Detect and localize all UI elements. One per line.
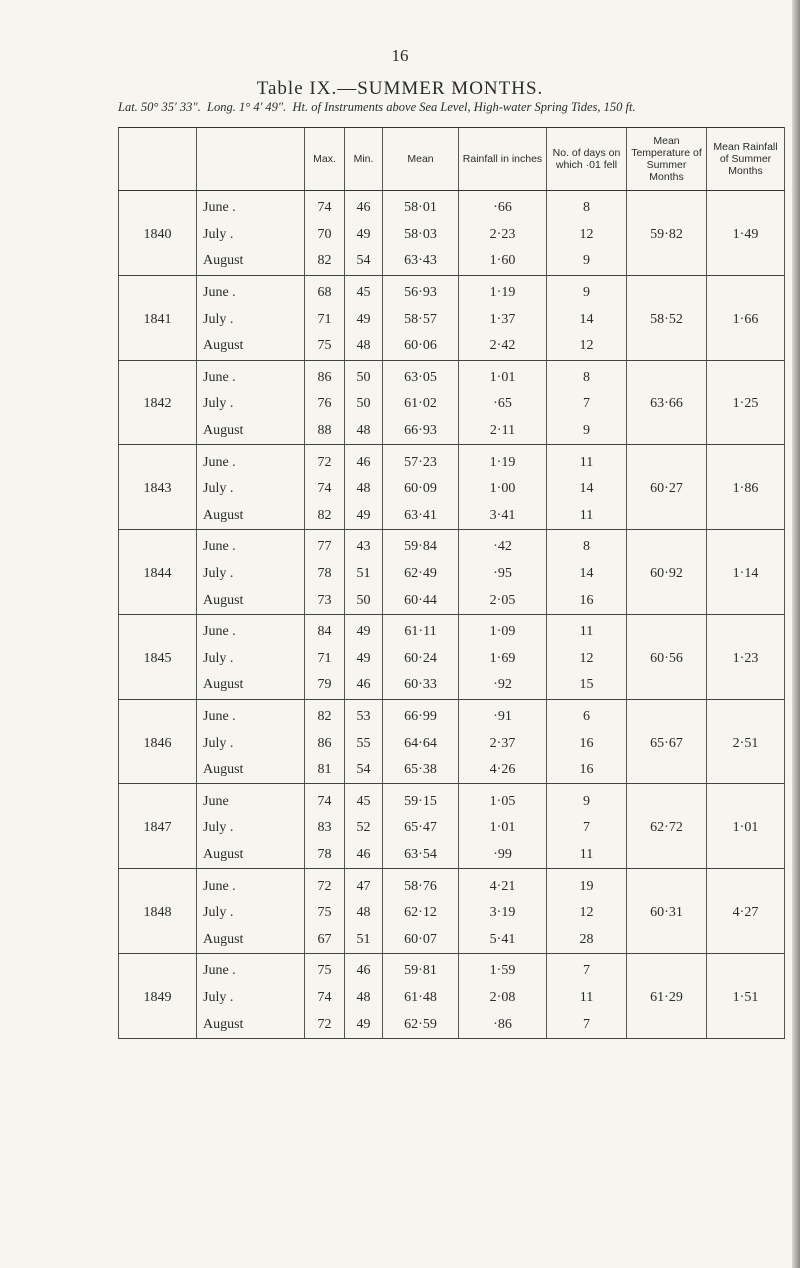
max-cell: 74 xyxy=(305,476,345,503)
mean-temperature-cell: 61·29 xyxy=(627,954,707,1039)
year-cell: 1843 xyxy=(119,445,197,530)
month-cell: August xyxy=(197,672,305,699)
rainfall-cell: ·42 xyxy=(459,530,547,561)
table-row xyxy=(119,360,785,391)
mean-cell: 60·07 xyxy=(383,926,459,953)
rainfall-cell: 1·59 xyxy=(459,954,547,985)
mean-cell: 60·09 xyxy=(383,476,459,503)
days-cell: 15 xyxy=(547,672,627,699)
rainfall-cell: 5·41 xyxy=(459,926,547,953)
min-cell: 47 xyxy=(345,869,383,900)
days-cell: 16 xyxy=(547,587,627,614)
mean-cell: 56·93 xyxy=(383,275,459,306)
days-cell: 9 xyxy=(547,418,627,445)
mean-temperature-cell: 60·27 xyxy=(627,445,707,530)
days-cell: 7 xyxy=(547,815,627,842)
month-cell: July . xyxy=(197,306,305,333)
month-cell: June . xyxy=(197,530,305,561)
page-edge xyxy=(792,0,800,1268)
instrument-height: Ht. of Instruments above Sea Level, High-water Spring Tides, 150 ft. xyxy=(292,100,636,114)
rainfall-cell: ·95 xyxy=(459,561,547,588)
header-mean-rainfall: Mean Rainfall of Summer Months xyxy=(707,128,785,191)
year-cell: 1841 xyxy=(119,275,197,360)
max-cell: 78 xyxy=(305,842,345,869)
min-cell: 45 xyxy=(345,784,383,815)
mean-temperature-cell: 58·52 xyxy=(627,275,707,360)
header-min: Min. xyxy=(345,128,383,191)
min-cell: 46 xyxy=(345,191,383,222)
mean-cell: 63·54 xyxy=(383,842,459,869)
mean-cell: 59·81 xyxy=(383,954,459,985)
max-cell: 72 xyxy=(305,869,345,900)
days-cell: 8 xyxy=(547,530,627,561)
table-row xyxy=(119,614,785,645)
days-cell: 11 xyxy=(547,503,627,530)
mean-rainfall-cell: 1·86 xyxy=(707,445,785,530)
max-cell: 70 xyxy=(305,222,345,249)
table-row xyxy=(119,191,785,222)
max-cell: 67 xyxy=(305,926,345,953)
max-cell: 74 xyxy=(305,784,345,815)
rainfall-cell: 1·69 xyxy=(459,646,547,673)
month-cell: June . xyxy=(197,275,305,306)
days-cell: 11 xyxy=(547,842,627,869)
mean-cell: 60·33 xyxy=(383,672,459,699)
max-cell: 86 xyxy=(305,730,345,757)
mean-cell: 58·76 xyxy=(383,869,459,900)
month-cell: August xyxy=(197,757,305,784)
month-cell: June . xyxy=(197,191,305,222)
max-cell: 77 xyxy=(305,530,345,561)
summer-months-table xyxy=(118,127,785,1039)
days-cell: 12 xyxy=(547,222,627,249)
rainfall-cell: 2·11 xyxy=(459,418,547,445)
max-cell: 72 xyxy=(305,445,345,476)
mean-cell: 62·49 xyxy=(383,561,459,588)
days-cell: 9 xyxy=(547,784,627,815)
days-cell: 8 xyxy=(547,191,627,222)
mean-cell: 58·03 xyxy=(383,222,459,249)
days-cell: 7 xyxy=(547,391,627,418)
rainfall-cell: 2·42 xyxy=(459,333,547,360)
min-cell: 48 xyxy=(345,333,383,360)
min-cell: 48 xyxy=(345,418,383,445)
min-cell: 48 xyxy=(345,476,383,503)
min-cell: 48 xyxy=(345,900,383,927)
table-subtitle xyxy=(118,100,788,115)
mean-cell: 59·15 xyxy=(383,784,459,815)
min-cell: 54 xyxy=(345,757,383,784)
month-cell: August xyxy=(197,1011,305,1038)
rainfall-cell: ·91 xyxy=(459,699,547,730)
days-cell: 14 xyxy=(547,306,627,333)
min-cell: 46 xyxy=(345,842,383,869)
year-cell: 1844 xyxy=(119,530,197,615)
month-cell: June . xyxy=(197,869,305,900)
days-cell: 7 xyxy=(547,1011,627,1038)
rainfall-cell: 1·19 xyxy=(459,275,547,306)
mean-temperature-cell: 62·72 xyxy=(627,784,707,869)
max-cell: 84 xyxy=(305,614,345,645)
month-cell: July . xyxy=(197,730,305,757)
max-cell: 75 xyxy=(305,954,345,985)
max-cell: 83 xyxy=(305,815,345,842)
mean-cell: 61·11 xyxy=(383,614,459,645)
header-year xyxy=(119,128,197,191)
rainfall-cell: 2·23 xyxy=(459,222,547,249)
header-month xyxy=(197,128,305,191)
month-cell: July . xyxy=(197,646,305,673)
rainfall-cell: 1·19 xyxy=(459,445,547,476)
mean-cell: 63·41 xyxy=(383,503,459,530)
table-row xyxy=(119,869,785,900)
days-cell: 12 xyxy=(547,646,627,673)
rainfall-cell: 1·09 xyxy=(459,614,547,645)
max-cell: 88 xyxy=(305,418,345,445)
table-row xyxy=(119,445,785,476)
mean-temperature-cell: 60·56 xyxy=(627,614,707,699)
min-cell: 46 xyxy=(345,445,383,476)
min-cell: 46 xyxy=(345,954,383,985)
mean-rainfall-cell: 1·51 xyxy=(707,954,785,1039)
mean-temperature-cell: 59·82 xyxy=(627,191,707,276)
month-cell: July . xyxy=(197,900,305,927)
days-cell: 19 xyxy=(547,869,627,900)
max-cell: 72 xyxy=(305,1011,345,1038)
month-cell: June . xyxy=(197,360,305,391)
mean-cell: 62·12 xyxy=(383,900,459,927)
mean-cell: 59·84 xyxy=(383,530,459,561)
table-row xyxy=(119,954,785,985)
mean-cell: 61·48 xyxy=(383,985,459,1012)
mean-cell: 58·01 xyxy=(383,191,459,222)
days-cell: 9 xyxy=(547,248,627,275)
mean-cell: 62·59 xyxy=(383,1011,459,1038)
max-cell: 76 xyxy=(305,391,345,418)
rainfall-cell: 1·01 xyxy=(459,360,547,391)
mean-rainfall-cell: 1·14 xyxy=(707,530,785,615)
days-cell: 12 xyxy=(547,900,627,927)
min-cell: 50 xyxy=(345,587,383,614)
page-number: 16 xyxy=(391,46,409,65)
mean-temperature-cell: 60·31 xyxy=(627,869,707,954)
year-cell: 1848 xyxy=(119,869,197,954)
max-cell: 74 xyxy=(305,191,345,222)
rainfall-cell: 4·26 xyxy=(459,757,547,784)
min-cell: 46 xyxy=(345,672,383,699)
mean-cell: 65·38 xyxy=(383,757,459,784)
mean-cell: 57·23 xyxy=(383,445,459,476)
mean-rainfall-cell: 1·66 xyxy=(707,275,785,360)
header-mean-temperature: Mean Temperature of Summer Months xyxy=(627,128,707,191)
max-cell: 75 xyxy=(305,333,345,360)
mean-cell: 63·43 xyxy=(383,248,459,275)
days-cell: 11 xyxy=(547,445,627,476)
days-cell: 16 xyxy=(547,730,627,757)
min-cell: 49 xyxy=(345,1011,383,1038)
month-cell: August xyxy=(197,248,305,275)
month-cell: June . xyxy=(197,614,305,645)
year-cell: 1840 xyxy=(119,191,197,276)
header-row xyxy=(119,128,785,191)
mean-cell: 66·93 xyxy=(383,418,459,445)
mean-cell: 58·57 xyxy=(383,306,459,333)
mean-temperature-cell: 65·67 xyxy=(627,699,707,784)
rainfall-cell: ·66 xyxy=(459,191,547,222)
rainfall-cell: 1·05 xyxy=(459,784,547,815)
days-cell: 7 xyxy=(547,954,627,985)
min-cell: 55 xyxy=(345,730,383,757)
month-cell: July . xyxy=(197,222,305,249)
max-cell: 74 xyxy=(305,985,345,1012)
days-cell: 14 xyxy=(547,476,627,503)
mean-cell: 63·05 xyxy=(383,360,459,391)
year-cell: 1842 xyxy=(119,360,197,445)
max-cell: 82 xyxy=(305,699,345,730)
days-cell: 14 xyxy=(547,561,627,588)
table-row xyxy=(119,699,785,730)
rainfall-cell: 2·08 xyxy=(459,985,547,1012)
rainfall-cell: 4·21 xyxy=(459,869,547,900)
month-cell: July . xyxy=(197,476,305,503)
days-cell: 11 xyxy=(547,614,627,645)
max-cell: 79 xyxy=(305,672,345,699)
max-cell: 75 xyxy=(305,900,345,927)
max-cell: 68 xyxy=(305,275,345,306)
year-cell: 1846 xyxy=(119,699,197,784)
header-rainfall: Rainfall in inches xyxy=(459,128,547,191)
min-cell: 49 xyxy=(345,614,383,645)
max-cell: 78 xyxy=(305,561,345,588)
rainfall-cell: ·92 xyxy=(459,672,547,699)
days-cell: 11 xyxy=(547,985,627,1012)
mean-cell: 60·44 xyxy=(383,587,459,614)
max-cell: 82 xyxy=(305,248,345,275)
max-cell: 73 xyxy=(305,587,345,614)
rainfall-cell: 3·19 xyxy=(459,900,547,927)
header-max: Max. xyxy=(305,128,345,191)
mean-rainfall-cell: 2·51 xyxy=(707,699,785,784)
mean-rainfall-cell: 1·23 xyxy=(707,614,785,699)
year-cell: 1849 xyxy=(119,954,197,1039)
max-cell: 81 xyxy=(305,757,345,784)
mean-cell: 60·24 xyxy=(383,646,459,673)
rainfall-cell: 3·41 xyxy=(459,503,547,530)
rainfall-cell: 1·37 xyxy=(459,306,547,333)
month-cell: July . xyxy=(197,985,305,1012)
mean-rainfall-cell: 4·27 xyxy=(707,869,785,954)
rainfall-cell: 1·60 xyxy=(459,248,547,275)
month-cell: August xyxy=(197,926,305,953)
mean-cell: 65·47 xyxy=(383,815,459,842)
days-cell: 16 xyxy=(547,757,627,784)
min-cell: 54 xyxy=(345,248,383,275)
mean-temperature-cell: 60·92 xyxy=(627,530,707,615)
month-cell: August xyxy=(197,503,305,530)
max-cell: 82 xyxy=(305,503,345,530)
month-cell: June xyxy=(197,784,305,815)
header-mean: Mean xyxy=(383,128,459,191)
table-row xyxy=(119,530,785,561)
month-cell: August xyxy=(197,418,305,445)
min-cell: 49 xyxy=(345,222,383,249)
rainfall-cell: ·99 xyxy=(459,842,547,869)
max-cell: 71 xyxy=(305,306,345,333)
rainfall-cell: 2·05 xyxy=(459,587,547,614)
table-row xyxy=(119,784,785,815)
year-cell: 1847 xyxy=(119,784,197,869)
days-cell: 28 xyxy=(547,926,627,953)
month-cell: July . xyxy=(197,815,305,842)
mean-cell: 64·64 xyxy=(383,730,459,757)
mean-temperature-cell: 63·66 xyxy=(627,360,707,445)
table-row xyxy=(119,275,785,306)
min-cell: 45 xyxy=(345,275,383,306)
month-cell: August xyxy=(197,333,305,360)
min-cell: 48 xyxy=(345,985,383,1012)
max-cell: 71 xyxy=(305,646,345,673)
rainfall-cell: 1·00 xyxy=(459,476,547,503)
mean-rainfall-cell: 1·01 xyxy=(707,784,785,869)
min-cell: 53 xyxy=(345,699,383,730)
mean-cell: 60·06 xyxy=(383,333,459,360)
days-cell: 9 xyxy=(547,275,627,306)
max-cell: 86 xyxy=(305,360,345,391)
min-cell: 50 xyxy=(345,360,383,391)
month-cell: July . xyxy=(197,561,305,588)
min-cell: 52 xyxy=(345,815,383,842)
rainfall-cell: 2·37 xyxy=(459,730,547,757)
month-cell: June . xyxy=(197,699,305,730)
min-cell: 49 xyxy=(345,503,383,530)
min-cell: 51 xyxy=(345,561,383,588)
month-cell: August xyxy=(197,587,305,614)
days-cell: 8 xyxy=(547,360,627,391)
min-cell: 50 xyxy=(345,391,383,418)
year-cell: 1845 xyxy=(119,614,197,699)
month-cell: July . xyxy=(197,391,305,418)
month-cell: June . xyxy=(197,445,305,476)
longitude: Long. 1° 4′ 49″. xyxy=(207,100,287,114)
latitude: Lat. 50° 35′ 33″. xyxy=(118,100,201,114)
header-days: No. of days on which ·01 fell xyxy=(547,128,627,191)
min-cell: 43 xyxy=(345,530,383,561)
rainfall-cell: 1·01 xyxy=(459,815,547,842)
rainfall-cell: ·86 xyxy=(459,1011,547,1038)
month-cell: August xyxy=(197,842,305,869)
min-cell: 49 xyxy=(345,646,383,673)
days-cell: 6 xyxy=(547,699,627,730)
min-cell: 49 xyxy=(345,306,383,333)
table-title: Table IX.—SUMMER MONTHS. xyxy=(256,78,544,99)
mean-rainfall-cell: 1·49 xyxy=(707,191,785,276)
mean-cell: 66·99 xyxy=(383,699,459,730)
mean-cell: 61·02 xyxy=(383,391,459,418)
mean-rainfall-cell: 1·25 xyxy=(707,360,785,445)
min-cell: 51 xyxy=(345,926,383,953)
rainfall-cell: ·65 xyxy=(459,391,547,418)
days-cell: 12 xyxy=(547,333,627,360)
month-cell: June . xyxy=(197,954,305,985)
